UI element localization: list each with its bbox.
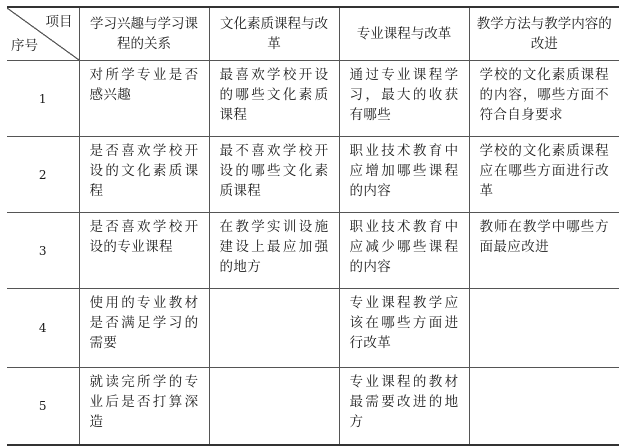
- table-cell: [339, 368, 469, 445]
- table-cell: [79, 213, 209, 289]
- table-cell: [469, 213, 619, 289]
- column-header: 文化素质课程与改革: [209, 7, 339, 61]
- row-number: 5: [7, 368, 79, 445]
- table-cell: [339, 289, 469, 368]
- table-cell: [79, 137, 209, 213]
- cell-text: 职业技术教育中应增加哪些课程的内容: [349, 143, 459, 199]
- cell-text: 最不喜欢学校开设的哪些文化素质课程: [219, 143, 329, 199]
- table-cell: [209, 137, 339, 213]
- row-number: 1: [7, 61, 79, 137]
- cell-text: 最喜欢学校开设的哪些文化素质课程: [219, 67, 329, 123]
- cell-text: 使用的专业教材是否满足学习的需要: [89, 295, 199, 351]
- corner-header-cell: [7, 7, 79, 61]
- table-row: [7, 289, 619, 368]
- cell-text: 就读完所学的专业后是否打算深造: [89, 374, 199, 430]
- cell-text: 专业课程教学应该在哪些方面进行改革: [349, 295, 459, 351]
- row-number: 4: [7, 289, 79, 368]
- cell-text: 学校的文化素质课程的内容，哪些方面不符合自身要求: [479, 67, 609, 123]
- table-row: [7, 213, 619, 289]
- table-cell: [79, 289, 209, 368]
- table-cell: [79, 368, 209, 445]
- survey-table: [7, 6, 619, 446]
- cell-text: 职业技术教育中应减少哪些课程的内容: [349, 219, 459, 275]
- corner-bottom-label: 序号: [11, 38, 38, 54]
- cell-text: 通过专业课程学习，最大的收获有哪些: [349, 67, 459, 123]
- row-number: 3: [7, 213, 79, 289]
- table-cell: [79, 61, 209, 137]
- table-cell: [469, 137, 619, 213]
- table-cell: [209, 289, 339, 368]
- table-cell: [339, 137, 469, 213]
- table-cell: [469, 368, 619, 445]
- table-row: [7, 61, 619, 137]
- table-cell: [339, 213, 469, 289]
- column-header: 学习兴趣与学习课程的关系: [79, 7, 209, 61]
- cell-text: 对所学专业是否感兴趣: [89, 67, 199, 103]
- header-row: [7, 7, 619, 61]
- cell-text: 是否喜欢学校开设的专业课程: [89, 219, 199, 255]
- cell-text: 教师在教学中哪些方面最应改进: [479, 219, 609, 255]
- cell-text: 专业课程的教材最需要改进的地方: [349, 374, 459, 430]
- row-number: 2: [7, 137, 79, 213]
- cell-text: 在教学实训设施建设上最应加强的地方: [219, 219, 329, 275]
- table-cell: [469, 61, 619, 137]
- table-cell: [209, 368, 339, 445]
- cell-text: 是否喜欢学校开设的文化素质课程: [89, 143, 199, 199]
- table-row: [7, 368, 619, 445]
- table-cell: [339, 61, 469, 137]
- table-cell: [469, 289, 619, 368]
- column-header: 教学方法与教学内容的改进: [469, 7, 619, 61]
- table-row: [7, 137, 619, 213]
- cell-text: 学校的文化素质课程应在哪些方面进行改革: [479, 143, 609, 199]
- table-cell: [209, 213, 339, 289]
- corner-top-label: 项目: [45, 14, 73, 30]
- table-cell: [209, 61, 339, 137]
- column-header: 专业课程与改革: [339, 7, 469, 61]
